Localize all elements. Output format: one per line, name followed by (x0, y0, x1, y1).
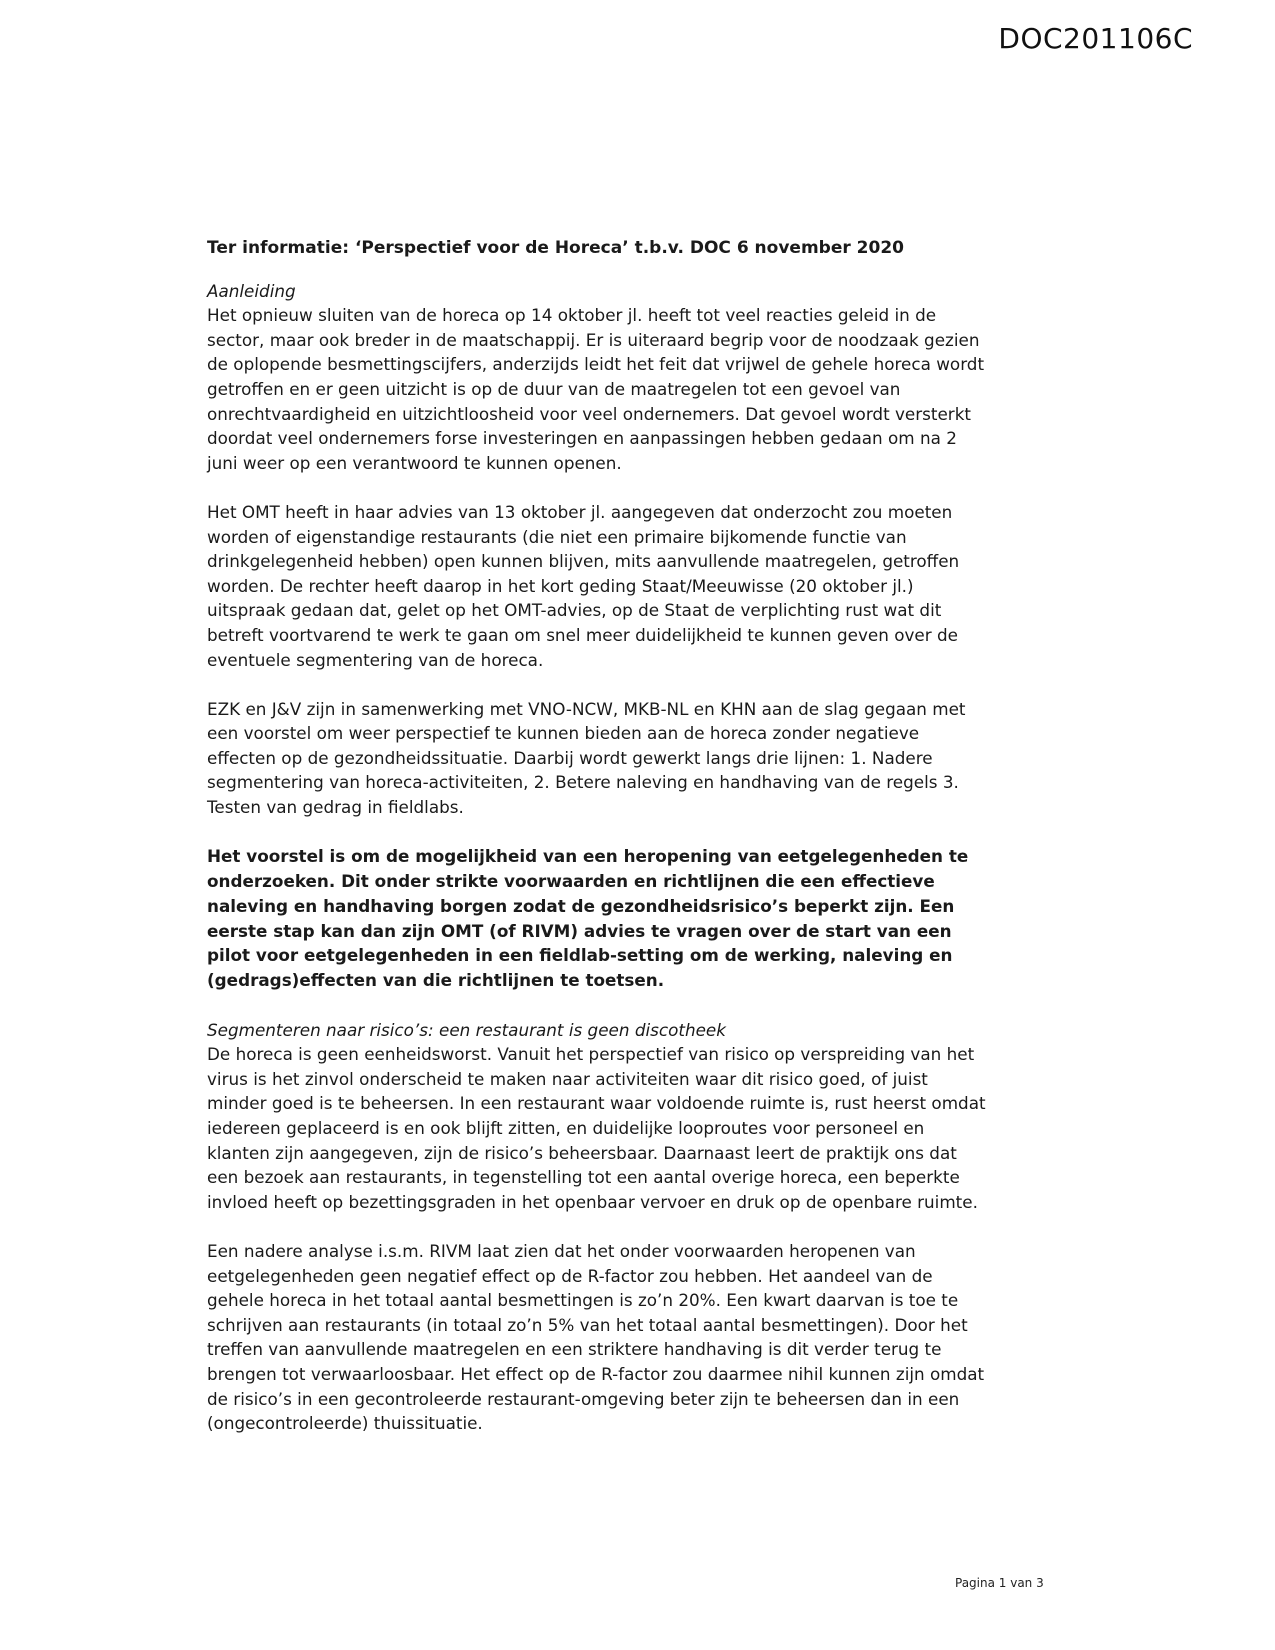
paragraph: Het OMT heeft in haar advies van 13 oktober jl. aangegeven dat onderzocht zou moeten worden of eigenstandige restaurants (die niet een primaire bijkomende functie van drinkgelegenheid hebben) open kunnen blijven, mits aanvullende maatregelen, getroffen worden. De rechter heeft daarop in het kort geding Staat/Meeuwisse (20 oktober jl.) uitspraak gedaan dat, gelet op het OMT-advies, op de Staat de verplichting rust wat dit betreft voortvarend te werk te gaan om snel meer duidelijkheid te kunnen geven over de eventuele segmentering van de horeca. (207, 501, 960, 670)
proposal-paragraph: Het voorstel is om de mogelijkheid van een heropening van eetgelegenheden te onderzoeken. Dit onder strikte voorwaarden en richtlijnen die een effectieve naleving en handhaving borgen zodat de gezondheidsrisico’s beperkt zijn. Een eerste stap kan dan zijn OMT (of RIVM) advies te vragen over de start van een pilot voor eetgelegenheden in een fieldlab-setting om de werking, naleving en (gedrags)effecten van die richtlijnen te toetsen. (207, 846, 969, 991)
section-heading-aanleiding: Aanleiding (207, 280, 296, 301)
paragraph: Het opnieuw sluiten van de horeca op 14 oktober jl. heeft tot veel reacties geleid in de sector, maar ook breder in de maatschappij. Er is uiteraard begrip voor de noodzaak gezien de oplopende besmettingscijfers, anderzijds leidt het feit dat vrijwel de gehele horeca wordt getroffen en er geen uitzicht is op de duur van de maatregelen tot een gevoel van onrechtvaardigheid en uitzichtloosheid voor veel ondernemers. Dat gevoel wordt versterkt doordat veel ondernemers forse investeringen en aanpassingen hebben gedaan om na 2 juni weer op een verantwoord te kunnen openen. (207, 305, 985, 473)
document-code: DOC201106C (998, 22, 1193, 55)
paragraph: De horeca is geen eenheidsworst. Vanuit het perspectief van risico op verspreiding van het virus is het zinvol onderscheid te maken naar activiteiten waar dit risico goed, of juist minder goed is te beheersen. In een restaurant waar voldoende ruimte is, rust heerst omdat iedereen geplaceerd is en ook blijft zitten, en duidelijke looproutes voor personeel en klanten zijn aangegeven, zijn de risico’s beheersbaar. Daarnaast leert de praktijk ons dat een bezoek aan restaurants, in tegenstelling tot een aantal overige horeca, een beperkte invloed heeft op bezettingsgraden in het openbaar vervoer en druk op de openbare ruimte. (207, 1044, 986, 1212)
paragraph: Een nadere analyse i.s.m. RIVM laat zien dat het onder voorwaarden heropenen van eetgelegenheden geen negatief effect op de R-factor zou hebben. Het aandeel van de gehele horeca in het totaal aantal besmettingen is zo’n 20%. Een kwart daarvan is toe te schrijven aan restaurants (in totaal zo’n 5% van het totaal aantal besmettingen). Door het treffen van aanvullende maatregelen en een striktere handhaving is dit verder terug te brengen tot verwaarloosbaar. Het effect op de R-factor zou daarmee nihil kunnen zijn omdat de risico’s in een gecontroleerde restaurant-omgeving beter zijn te beheersen dan in een (ongecontroleerde) thuissituatie. (207, 1240, 985, 1434)
document-title: Ter informatie: ‘Perspectief voor de Horeca’ t.b.v. DOC 6 november 2020 (207, 238, 904, 258)
section-heading-segmenteren: Segmenteren naar risico’s: een restaurant is geen discotheek (207, 1019, 726, 1040)
page-number: Pagina 1 van 3 (955, 1576, 1044, 1590)
paragraph: EZK en J&V zijn in samenwerking met VNO-NCW, MKB-NL en KHN aan de slag gegaan met een voorstel om weer perspectief te kunnen bieden aan de horeca zonder negatieve effecten op de gezondheidssituatie. Daarbij wordt gewerkt langs drie lijnen: 1. Nadere segmentering van horeca-activiteiten, 2. Betere naleving en handhaving van de regels 3. Testen van gedrag in fieldlabs. (207, 698, 966, 818)
document-body (207, 236, 987, 1460)
